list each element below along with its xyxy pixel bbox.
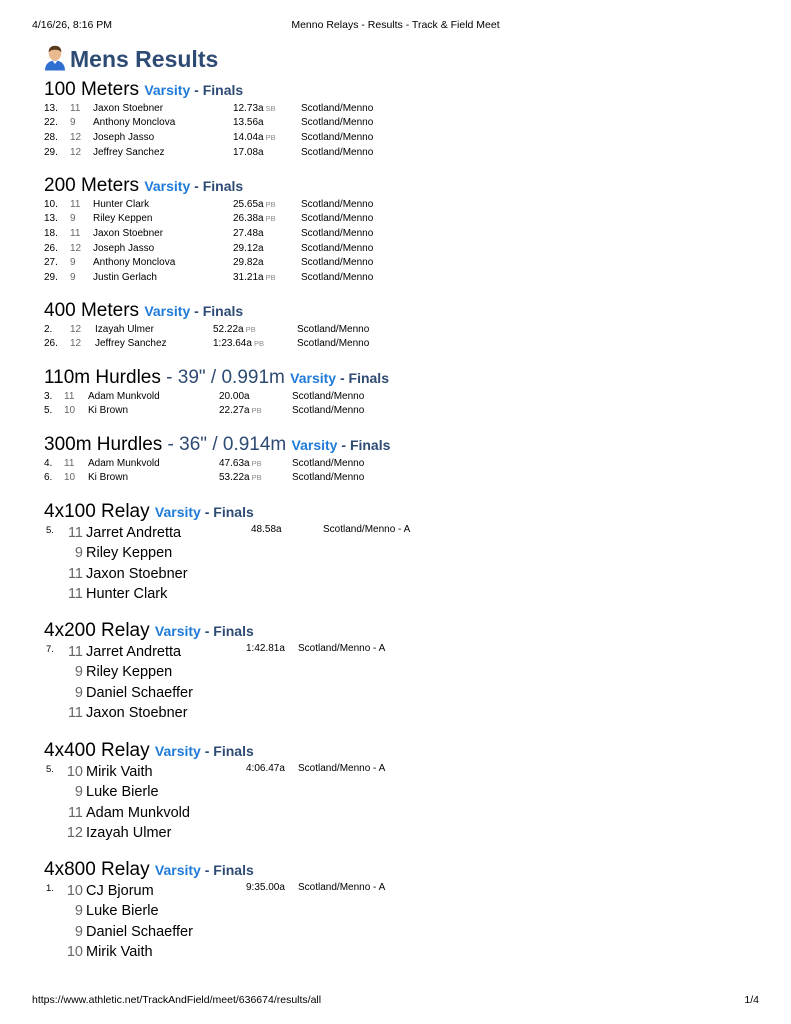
result-row [44,471,364,486]
record-tag: PB [251,458,262,468]
event-section [44,78,373,159]
mark-cell [233,241,301,256]
division-link[interactable]: Varsity [144,178,191,194]
division-link[interactable]: Varsity [154,504,201,520]
grade: 12 [70,323,82,335]
team-cell [292,404,364,419]
relay-mark: 1:42.81a [246,643,285,654]
athlete-link[interactable]: Ki Brown [88,472,129,484]
relay-leg [62,922,193,942]
grade: 10 [64,405,76,417]
mark-cell [213,322,297,337]
print-datetime: 4/16/26, 8:16 PM [32,19,112,31]
mark-value: 27.48a [233,227,264,239]
team-cell [301,255,373,270]
results-table [44,456,364,485]
grade: 12 [70,242,82,254]
athlete-cell [88,404,219,419]
leg-grade: 11 [67,644,83,660]
title-separator: - [190,303,203,319]
relay-leg [62,942,193,962]
team-cell [301,116,373,131]
print-document-title: Menno Relays - Results - Track & Field Meet [291,19,500,31]
team-link[interactable]: Scotland/Menno [292,457,365,469]
event-title [44,299,369,322]
event-title [44,366,389,389]
athlete-link[interactable]: Jeffrey Sanchez [95,338,167,350]
mark-value: 22.27a [219,405,250,417]
result-row [44,130,373,145]
relay-leg [62,782,190,802]
relay-section [44,739,764,844]
grade: 11 [70,227,81,239]
relay-section [44,500,764,605]
mark-value: 26.38a [233,213,264,225]
leg-athlete-link[interactable]: Daniel Schaeffer [86,923,193,940]
result-row [44,270,373,285]
title-separator: - [190,82,203,98]
team-cell [301,212,373,227]
event-name: 4x800 Relay [44,859,150,880]
mark-cell [219,456,292,471]
leg-athlete-link[interactable]: Jaxon Stoebner [86,705,188,722]
mark-cell [233,145,301,160]
relay-team-link[interactable]: Scotland/Menno - A [323,524,411,535]
relay-team-link[interactable]: Scotland/Menno - A [298,643,386,654]
event-spec: - 36" / 0.914m [162,434,287,455]
relay-legs [62,881,193,963]
athlete-link[interactable]: Adam Munkvold [88,390,160,402]
athlete-cell [95,337,213,352]
result-row [44,145,373,160]
athlete-link[interactable]: Jaxon Stoebner [93,227,164,239]
title-separator: - [337,437,350,453]
round-name: Finals [213,862,254,878]
leg-grade: 12 [66,825,83,842]
place: 13. [44,102,58,114]
athlete-link[interactable]: Ki Brown [88,405,129,417]
relay-leg [62,564,188,584]
division-link[interactable]: Varsity [154,623,201,639]
team-link[interactable]: Scotland/Menno [301,102,374,114]
event-section [44,299,369,351]
team-link[interactable]: Scotland/Menno [292,405,365,417]
mark-value: 29.82a [233,257,264,269]
leg-grade: 10 [66,883,83,899]
grade: 12 [70,338,82,350]
relay-place: 5. [46,525,54,536]
title-separator: - [200,743,214,759]
leg-athlete-link[interactable]: Mirik Vaith [86,944,153,961]
athlete-link[interactable]: Riley Keppen [93,213,153,225]
mark-value: 12.73a [233,102,264,114]
relay-legs [62,523,188,605]
leg-athlete-link[interactable]: Jarret Andretta [86,644,182,660]
relay-leg [62,543,188,563]
relay-team-link[interactable]: Scotland/Menno - A [298,882,386,893]
leg-athlete-link[interactable]: Luke Bierle [86,903,159,920]
relay-leg [62,762,190,782]
leg-grade: 9 [74,684,83,701]
mark-cell [219,471,292,486]
athlete-cell [88,456,219,471]
grade: 11 [70,102,81,114]
athlete-link[interactable]: Hunter Clark [93,198,150,210]
leg-grade: 11 [67,705,83,722]
team-link[interactable]: Scotland/Menno [301,227,374,239]
athlete-link[interactable]: Izayah Ulmer [95,323,154,335]
team-cell [301,130,373,145]
athlete-link[interactable]: Joseph Jasso [93,131,155,143]
athlete-cell [93,226,233,241]
leg-athlete-link[interactable]: Hunter Clark [86,586,168,603]
round-name: Finals [202,82,244,98]
mark-cell [219,404,292,419]
event-name: 300m Hurdles [44,434,163,455]
place: 18. [44,227,58,239]
place: 4. [44,457,53,469]
place: 5. [44,405,53,417]
place: 2. [44,323,53,335]
leg-grade: 10 [66,764,83,780]
grade: 10 [64,472,76,484]
mark-value: 29.12a [233,242,264,254]
athlete-link[interactable]: Jeffrey Sanchez [93,146,165,158]
division-link[interactable]: Varsity [291,437,338,453]
place: 13. [44,213,58,225]
leg-athlete-link[interactable]: Daniel Schaeffer [86,684,193,701]
mark-value: 13.56a [233,117,264,129]
event-name: 4x100 Relay [44,501,150,522]
leg-athlete-link[interactable]: Riley Keppen [86,545,173,562]
team-link[interactable]: Scotland/Menno [301,242,374,254]
title-separator: - [336,370,349,386]
event-section [44,433,390,485]
mark-value: 47.63a [219,457,250,469]
leg-athlete-link[interactable]: Adam Munkvold [86,804,190,821]
relay-place: 1. [46,883,54,894]
relay-legs [62,642,193,724]
division-link[interactable]: Varsity [144,303,191,319]
print-url: https://www.athletic.net/TrackAndField/meet/636674/results/all [32,994,322,1006]
mark-cell [233,226,301,241]
place: 3. [44,390,53,402]
division-link[interactable]: Varsity [144,82,191,98]
place: 26. [44,242,58,254]
results-table [44,389,364,418]
team-cell [297,337,369,352]
mark-cell [233,197,301,212]
athlete-cell [93,255,233,270]
event-title [44,174,373,197]
team-link[interactable]: Scotland/Menno [292,390,365,402]
grade: 11 [64,390,75,402]
athlete-cell [93,270,233,285]
mark-value: 1:23.64a [213,338,252,350]
record-tag: PB [251,406,262,416]
event-title [44,739,764,762]
athlete-cell [95,322,213,337]
results-table [44,197,373,285]
leg-grade: 11 [67,804,83,821]
mark-value: 20.00a [219,390,250,402]
event-section [44,174,373,285]
grade: 12 [70,146,82,158]
record-tag: PB [245,324,256,334]
team-cell [301,270,373,285]
event-name: 100 Meters [44,79,140,100]
place: 26. [44,338,58,350]
result-row [44,241,373,256]
team-link[interactable]: Scotland/Menno [301,257,374,269]
grade: 9 [70,257,76,269]
relay-mark: 9:35.00a [246,882,285,893]
event-name: 200 Meters [44,175,140,196]
leg-grade: 9 [74,545,83,562]
record-tag: PB [265,199,276,209]
relay-leg [62,703,193,723]
mark-cell [219,389,292,404]
relay-leg [62,683,193,703]
record-tag: SB [265,103,276,113]
round-name: Finals [202,178,244,194]
leg-grade: 10 [66,944,83,961]
relay-section [44,858,764,963]
athlete-link[interactable]: Anthony Monclova [93,117,176,129]
athlete-link[interactable]: Joseph Jasso [93,242,155,254]
event-title [44,433,390,456]
round-name: Finals [213,504,254,520]
relay-team-link[interactable]: Scotland/Menno - A [298,763,386,774]
athlete-cell [93,241,233,256]
relay-leg [62,881,193,901]
mark-cell [233,212,301,227]
team-link[interactable]: Scotland/Menno [297,338,370,350]
grade: 11 [70,198,81,210]
leg-grade: 11 [67,525,83,541]
team-cell [301,241,373,256]
title-separator: - [200,623,214,639]
round-name: Finals [348,370,389,386]
leg-athlete-link[interactable]: Mirik Vaith [86,764,153,780]
relay-leg [62,642,193,662]
mark-value: 31.21a [233,271,264,283]
mark-cell [233,130,301,145]
relay-legs [62,762,190,844]
athlete-link[interactable]: Justin Gerlach [93,271,157,283]
relay-result [44,642,764,724]
result-row [44,389,364,404]
place: 28. [44,131,58,143]
division-link[interactable]: Varsity [154,862,201,878]
team-cell [292,389,364,404]
leg-athlete-link[interactable]: Luke Bierle [86,784,159,801]
mark-value: 14.04a [233,131,264,143]
result-row [44,226,373,241]
mark-cell [213,337,297,352]
title-separator: - [200,862,214,878]
athlete-cell [93,145,233,160]
athlete-link[interactable]: Anthony Monclova [93,257,176,269]
result-row [44,197,373,212]
event-title [44,858,764,881]
relay-leg [62,662,193,682]
relay-mark: 48.58a [251,524,282,535]
place: 22. [44,117,58,129]
team-link[interactable]: Scotland/Menno [301,117,374,129]
leg-athlete-link[interactable]: Izayah Ulmer [86,825,172,842]
place: 6. [44,472,53,484]
relay-leg [62,823,190,843]
event-title [44,619,764,642]
leg-athlete-link[interactable]: Jarret Andretta [86,525,182,541]
mark-cell [233,255,301,270]
relay-leg [62,584,188,604]
athlete-cell [93,130,233,145]
leg-grade: 9 [74,923,83,940]
athlete-cell [88,389,219,404]
relay-place: 7. [46,644,54,655]
grade: 12 [70,131,82,143]
relay-result [44,881,764,963]
team-cell [301,145,373,160]
mark-value: 25.65a [233,198,264,210]
leg-athlete-link[interactable]: Riley Keppen [86,664,173,681]
athlete-cell [88,471,219,486]
event-name: 400 Meters [44,300,140,321]
team-cell [301,101,373,116]
athlete-cell [93,212,233,227]
team-link[interactable]: Scotland/Menno [301,213,374,225]
place: 29. [44,271,58,283]
event-name: 110m Hurdles [44,367,161,388]
round-name: Finals [349,437,391,453]
print-footer [32,994,759,1008]
record-tag: PB [253,339,264,349]
result-row [44,255,373,270]
record-tag: PB [265,272,276,282]
leg-athlete-link[interactable]: CJ Bjorum [86,883,154,899]
relay-mark: 4:06.47a [246,763,285,774]
relay-place: 5. [46,764,54,775]
athlete-cell [93,116,233,131]
result-row [44,322,369,337]
team-cell [301,197,373,212]
athlete-cell [93,197,233,212]
results-table [44,322,369,351]
record-tag: PB [265,214,276,224]
grade: 11 [64,457,75,469]
mark-value: 53.22a [219,472,250,484]
round-name: Finals [213,623,254,639]
event-title [44,500,764,523]
result-row [44,212,373,227]
relay-leg [62,523,188,543]
relay-leg [62,901,193,921]
event-name: 4x400 Relay [44,740,150,761]
grade: 9 [70,213,76,225]
title-separator: - [200,504,214,520]
division-link[interactable]: Varsity [154,743,201,759]
team-link[interactable]: Scotland/Menno [301,131,374,143]
relay-leg [62,803,190,823]
team-link[interactable]: Scotland/Menno [301,198,374,210]
result-row [44,456,364,471]
record-tag: PB [251,473,262,483]
relay-section [44,619,764,724]
team-link[interactable]: Scotland/Menno [301,146,374,158]
team-link[interactable]: Scotland/Menno [297,323,370,335]
division-link[interactable]: Varsity [290,370,337,386]
team-link[interactable]: Scotland/Menno [301,271,374,283]
results-content [44,44,764,961]
place: 27. [44,257,58,269]
event-title [44,78,373,101]
result-row [44,337,369,352]
mark-value: 17.08a [233,146,264,158]
event-section [44,366,389,418]
page-title-text: Mens Results [70,45,219,72]
result-row [44,101,373,116]
mark-cell [233,116,301,131]
place: 29. [44,146,58,158]
athlete-link[interactable]: Adam Munkvold [88,457,160,469]
print-page-number: 1/4 [744,994,759,1006]
team-cell [292,471,364,486]
team-link[interactable]: Scotland/Menno [292,472,365,484]
athlete-cell [93,101,233,116]
mark-cell [233,101,301,116]
relay-result [44,762,764,844]
leg-grade: 9 [74,784,83,801]
leg-athlete-link[interactable]: Jaxon Stoebner [86,565,188,582]
mark-cell [233,270,301,285]
record-tag: PB [265,132,276,142]
grade: 9 [70,271,76,283]
leg-grade: 11 [67,565,83,582]
results-table [44,101,373,159]
leg-grade: 9 [74,664,83,681]
round-name: Finals [202,303,244,319]
round-name: Finals [213,743,254,759]
relay-result [44,523,764,605]
place: 10. [44,198,58,210]
team-cell [292,456,364,471]
person-icon [44,45,66,71]
team-cell [301,226,373,241]
page-title [44,44,764,74]
grade: 9 [70,117,76,129]
event-name: 4x200 Relay [44,620,150,641]
team-cell [297,322,369,337]
result-row [44,116,373,131]
leg-grade: 9 [74,903,83,920]
mark-value: 52.22a [213,323,244,335]
title-separator: - [190,178,203,194]
result-row [44,404,364,419]
print-header [32,19,759,33]
athlete-link[interactable]: Jaxon Stoebner [93,102,164,114]
leg-grade: 11 [67,586,83,603]
event-spec: - 39" / 0.991m [160,367,285,388]
